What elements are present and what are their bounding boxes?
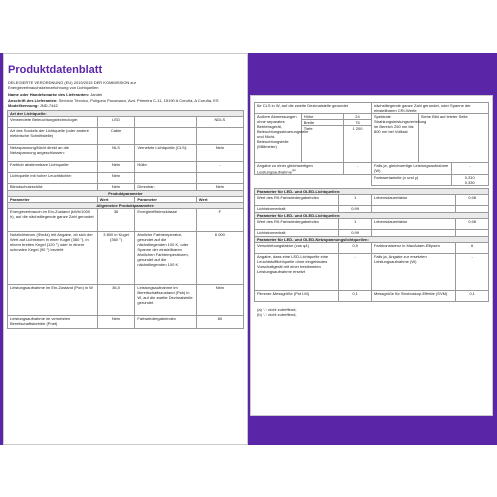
mains-row-cell-d: 0,1 [456, 291, 489, 302]
dim-height-label: Höhe [301, 114, 343, 120]
product-parameters-header: Produktparameter [8, 191, 244, 197]
model-label: Modellkennung: [8, 102, 39, 108]
footnote-a: (a) '-': nicht zutreffend; [257, 307, 297, 313]
dimensions-table [254, 102, 489, 186]
led2-row-cell-b: 1 [339, 219, 372, 230]
type-row [8, 128, 244, 145]
type-row [8, 145, 244, 162]
light-source-type-table [7, 110, 244, 329]
led2-row-cell-c [371, 230, 455, 237]
chromaticity-label: Farbwertanteile (x und y) [371, 175, 451, 186]
led-row-cell-c: Lebensdauerfaktor [371, 195, 455, 206]
general-row-cell-c: Energieeffizienzklasse [135, 209, 196, 232]
type-row-cell-b: LED [97, 117, 135, 128]
mains-row-cell-b: 0,9 [339, 243, 372, 254]
equivalent-power-label [255, 163, 344, 175]
dim-depth-value: 1 200 [343, 126, 371, 163]
general-row-cell-b: 3 800 in Kugel (360 °) [97, 232, 135, 285]
type-row-cell-b: NLS [97, 145, 135, 162]
chromaticity-values [451, 175, 488, 186]
type-row-cell-c [135, 117, 196, 128]
led-parameters-header: Parameter für LED- und OLED-Lichtquellen: [255, 189, 489, 195]
led2-row [255, 230, 489, 237]
led2-row-cell-b: 0,99 [339, 230, 372, 237]
general-row-cell-c: Farbwiedergabeindex [135, 316, 196, 329]
footnote-b: (b) '-': nicht zutreffend; [257, 312, 297, 318]
spectral-label: Spektrale Strahlungsleistungsverteilung im Bereich 250 nm bis 800 nm bei Volllast [371, 114, 418, 163]
led2-row-cell-a: Wert des R9-Farbwiedergabeindex [255, 219, 339, 230]
general-row-cell-a: Leistungsaufnahme im Ein-Zustand (Pon) in W [8, 285, 98, 316]
dim-depth-label: Tiefe [301, 126, 343, 163]
mains-row-cell-c: Farbkonsistenz in MacAdam-Ellipsen [371, 243, 455, 254]
col-header-parameter-2: Parameter [135, 197, 196, 203]
mains-row-cell-a: Flimmer-Messgröße (Pst LM) [255, 291, 339, 302]
regulation-line-1: DELEGIERTE VERORDNUNG (EU) 2019/2015 DER KOMMISSION zur [8, 80, 136, 85]
supplier-brand-label: Name oder Handelsmarke des Lieferanten: [8, 92, 90, 98]
cri-note: nächstliegende ganze Zahl gerundet, oder Spanne der einstellbaren CRI-Werte [371, 103, 488, 114]
general-row-cell-a: Nutzlichtstrom (Φnutz) mit Angabe, ob sich der Wert auf Lichtstrom in einer Kugel (360 °), in einem breiten Kegel (120 °) oder in einem schmalen Kegel (90 °) bezieht [8, 232, 98, 285]
type-row-cell-b: Nein [97, 162, 135, 173]
type-row-cell-d: NDLS [196, 117, 243, 128]
type-row-cell-a: Farbtoh abstimmbare Lichtquelle: [8, 162, 98, 173]
mains-row-cell-b: 0,1 [339, 291, 372, 302]
dim-width-value: 75 [343, 120, 371, 126]
general-row-cell-c: ähnliche Farbtemperatur, gerundet auf die nächstliegenden 100 K, oder Spanne der einstellbaren ähnlichen Farbtemperaturen, gerundet auf die nächstliegenden 100 K [135, 232, 196, 285]
dim-width-label: Breite [301, 120, 343, 126]
led-parameters-header-2: Parameter für LED- und OLED-Lichtquellen: [255, 213, 489, 219]
mains-row-cell-c: Messgröße für Stroboskop-Effekte (SVM) [371, 291, 455, 302]
dim-height-value: 24 [343, 114, 371, 120]
general-row-cell-d: 80 [196, 316, 243, 329]
type-row [8, 162, 244, 173]
equivalent-power-mark: (a) [291, 168, 296, 172]
mains-row [255, 243, 489, 254]
type-row-cell-b: Nein [97, 184, 135, 191]
general-row-cell-d: F [196, 209, 243, 232]
type-row-cell-a: Art des Sockels der Lichtquelle (oder andere elektrische Schnittstelle) [8, 128, 98, 145]
type-row-cell-c: Hülle: [135, 162, 196, 173]
chromaticity-x: 0,310 [464, 175, 475, 181]
led2-row [255, 219, 489, 230]
equivalent-watts-value: - [451, 163, 488, 175]
equivalent-power-value: - [343, 163, 371, 175]
type-row [8, 173, 244, 184]
mains-row [255, 291, 489, 302]
type-row-cell-d: Nein [196, 184, 243, 191]
general-row [8, 209, 244, 232]
led-row-cell-b: 1 [339, 195, 372, 206]
supplier-brand-value: Jandei [90, 92, 103, 98]
mains-row-cell-d: - [456, 254, 489, 291]
mains-led-parameters-header: Parameter für LED- und OLED-Netzspannungslichtquellen: [255, 237, 489, 243]
led2-row-cell-a: Lichtstromerhalt [255, 230, 339, 237]
type-row [8, 184, 244, 191]
led-row-cell-d: 0,98 [456, 195, 489, 206]
type-row-cell-d: - [196, 162, 243, 173]
mains-row-cell-b: - [339, 254, 372, 291]
mains-row-cell-a: Verschiebungsfaktor (cos φ1) [255, 243, 339, 254]
led-row-cell-c [371, 206, 455, 213]
led-row-cell-a: Lichtstromerhalt [255, 206, 339, 213]
col-header-parameter-1: Parameter [8, 197, 98, 203]
col-header-value-2: Wert [196, 197, 243, 203]
type-row-cell-c [135, 128, 196, 145]
type-row-cell-d [196, 173, 243, 184]
led-table [254, 188, 489, 302]
model-value: JND-7442 [39, 102, 58, 108]
type-row-cell-a: Blendschutzschild: [8, 184, 98, 191]
general-parameters-header: Allgemeine Produktparameter: [8, 203, 244, 209]
general-row-cell-a: Leistungsaufnahme im vernetzten Bereitschaftsbetrieb (Pnet) [8, 316, 98, 329]
type-row-cell-c: Vernetzte Lichtquelle (CLS): [135, 145, 196, 162]
datasheet-title: Produktdatenblatt [8, 64, 103, 76]
led-row-cell-a: Wert des R9-Farbwiedergabeindex [255, 195, 339, 206]
general-row-cell-b: 36,0 [97, 285, 135, 316]
type-row [8, 117, 244, 128]
general-row [8, 232, 244, 285]
standby-note: für CLS in W, auf die zweite Dezimalstelle gerundet [255, 103, 372, 114]
mains-row-cell-d: 6 [456, 243, 489, 254]
supplier-address-label: Anschrift des Lieferanten: [8, 97, 58, 103]
type-row-cell-a: Netzspannung/Nicht direkt an die Netzspannung angeschlossen: [8, 145, 98, 162]
dimensions-label: Äußere Abmessungen ohne separates Betriebsgerät, Beleuchtungssteuerungsteile und Nicht-Beleuchtungsteile (Millimeter) [255, 114, 302, 163]
mains-row-cell-c: Falls ja, Angabe zur ersetzten Leistungsaufnahme (W) [371, 254, 455, 291]
chromaticity-y: 0,330 [464, 180, 475, 186]
led-row [255, 206, 489, 213]
datasheet-page-right [250, 95, 493, 416]
type-row-cell-d [196, 128, 243, 145]
type-row-cell-b: Nein [97, 173, 135, 184]
led2-row-cell-d [456, 230, 489, 237]
type-row-cell-c: Dimmbar: [135, 184, 196, 191]
supplier-address-value: Servicio Técnico, Polígono Pocomaco, Avd. Primeira C-11, 15190 A Coruña, A Coruña, ES [58, 97, 219, 103]
regulation-line-2: Energieverbrauchskennzeichnung von Lichtquellen [8, 85, 99, 91]
general-row-cell-a: Energieverbrauch im Ein-Zustand (kWh/1000 h), auf die nächstliegende ganze Zahl gerundet [8, 209, 98, 232]
mains-row-cell-a: Angabe, dass eine LED-Lichtquelle eine Leuchtstofflichtquelle ohne eingebautes Vorschaltgerät mit einer bestimmten Leistungsaufnahme ersetzt [255, 254, 339, 291]
general-row-cell-d: Nein [196, 285, 243, 316]
general-row-cell-b: 36 [97, 209, 135, 232]
led-row-cell-b: 0,99 [339, 206, 372, 213]
type-row-cell-a: Lichtquelle mit hoher Leuchtdichte: [8, 173, 98, 184]
light-source-type-header: Art der Lichtquelle: [8, 111, 244, 117]
led2-row-cell-d: 0,98 [456, 219, 489, 230]
type-row-cell-b: Cable [97, 128, 135, 145]
mains-row [255, 254, 489, 291]
general-row-cell-b: Nein [97, 316, 135, 329]
led-row [255, 195, 489, 206]
general-row [8, 285, 244, 316]
col-header-value-1: Wert [97, 197, 135, 203]
general-row-cell-c: Leistungsaufnahme im Bereitschaftszustand (Psb) in W, auf die zweite Dezimalstelle gerundet [135, 285, 196, 316]
equivalent-watts-label: Falls ja, gleichwertige Leistungsaufnahme (W) [371, 163, 451, 175]
type-row-cell-c [135, 173, 196, 184]
datasheet-page-left [3, 53, 248, 445]
led-row-cell-d [456, 206, 489, 213]
type-row-cell-a: Verwendete Beleuchtungstechnologie: [8, 117, 98, 128]
spectral-value: Siehe Bild auf letzter Seite [418, 114, 488, 163]
general-row [8, 316, 244, 329]
general-row-cell-d: 6 000 [196, 232, 243, 285]
led2-row-cell-c: Lebensdauerfaktor [371, 219, 455, 230]
type-row-cell-d: Nein [196, 145, 243, 162]
equivalent-power-text: Angabe zu einer gleichwertigen Leistungsaufnahme [257, 163, 313, 175]
